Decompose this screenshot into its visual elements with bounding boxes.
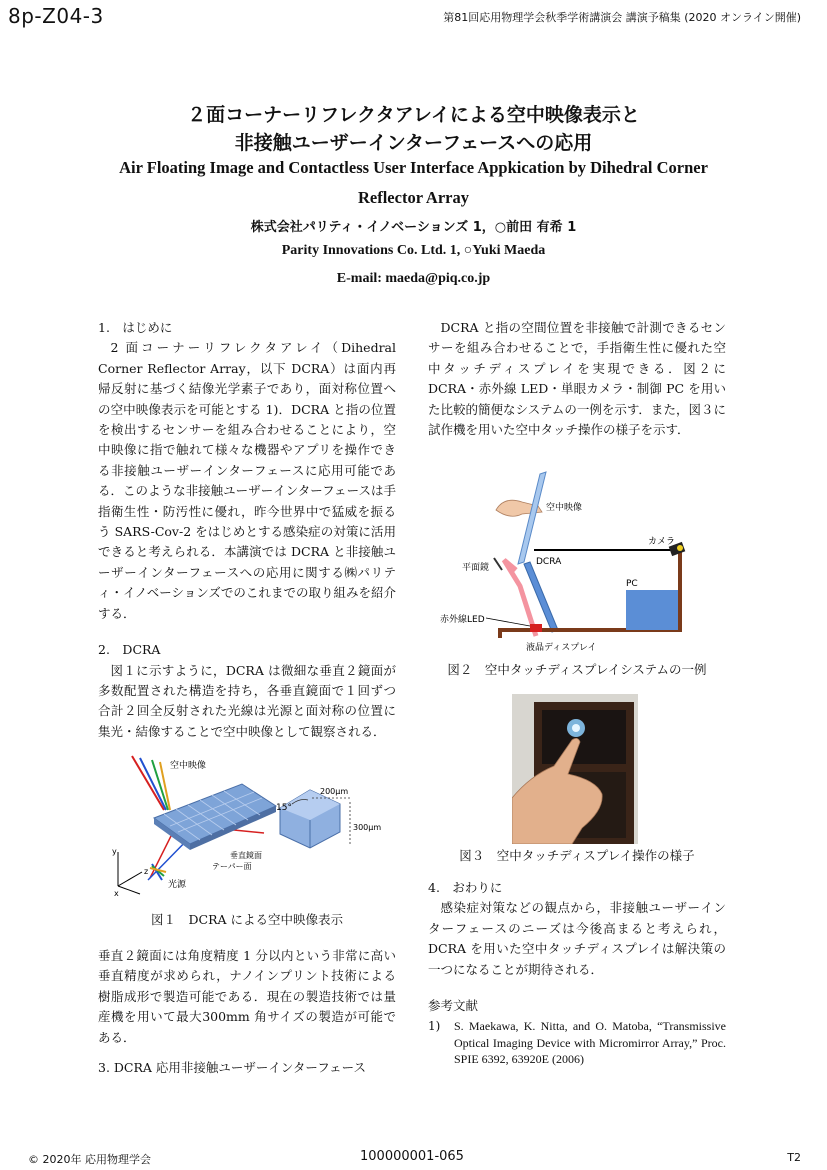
fig2-label-dcra: DCRA: [536, 557, 562, 567]
right-intro-body: DCRA と指の空間位置を非接触で計測できるセンサーを組み合わせることで，手指衛生性に優れた空中タッチディスプレイを実現できる．図２に DCRA・赤外線 LED・単眼カメラ・制御 PC を用いた比較的簡便なシステムの一例を示す．また，図３に試作機を用いた空中タッチ操作の様子を示す．: [428, 320, 726, 438]
reference-number: 1): [428, 1019, 441, 1034]
title-en-line1: Air Floating Image and Contactless User Interface Appkication by Dihedral Corner: [119, 158, 708, 177]
fig1-axis-x: [118, 886, 140, 894]
fig2-label-led: 赤外線LED: [440, 615, 485, 625]
footer-doc-id: 100000001-065: [360, 1149, 464, 1164]
title-jp-line2: 非接触ユーザーインターフェースへの応用: [234, 132, 593, 154]
references-heading: 参考文献: [428, 998, 479, 1014]
figure-2-caption: 図２ 空中タッチディスプレイシステムの一例: [447, 662, 707, 677]
fig1-label-image: 空中映像: [170, 761, 207, 771]
fig1-label-source: 光源: [168, 880, 187, 890]
fig2-led: [530, 624, 542, 632]
right-column: [428, 318, 726, 440]
fig2-label-pc: PC: [626, 579, 638, 589]
title-jp-line1: ２面コーナーリフレクタアレイによる空中映像表示と: [187, 104, 640, 126]
section-2-heading: 2. DCRA: [98, 642, 161, 658]
fig1-label-angle: 15°: [276, 803, 292, 813]
authors-en: Parity Innovations Co. Ltd. 1, ○Yuki Maeda: [281, 243, 546, 258]
fig1-label-width: 200μm: [320, 787, 349, 796]
paragraph-after-figure-1: 垂直２鏡面には角度精度 1 分以内という非常に高い垂直精度が求められ，ナノインプリント技術による樹脂成形で製造可能である．現在の製造技術では量産機を用いて最大300mm 角サイズの製造が可能である．: [98, 948, 396, 1045]
fig2-label-lcd: 液晶ディスプレイ: [526, 643, 597, 652]
section-4-body: 感染症対策などの観点から，非接触ユーザーインターフェースのニーズは今後高まると考えられ，DCRA を用いた空中タッチディスプレイは解決策の一つになることが期待される．: [428, 900, 726, 977]
left-column-lower: [98, 946, 396, 1078]
section-2-body: 図１に示すように，DCRA は微細な垂直２鏡面が多数配置された構造を持ち，各垂直鏡面で１回ずつ合計２回全反射された光線は光源と面対称の位置に集光・結像することで空中映像として観察される．: [98, 662, 396, 739]
fig3-screen: [542, 710, 626, 764]
fig1-axis-z-label: z: [144, 867, 149, 876]
figure-2-diagram: [430, 466, 700, 652]
fig1-label-mirror: 垂直鏡面: [230, 851, 262, 860]
footer-page: T2: [787, 1151, 801, 1164]
reference-text: S. Maekawa, K. Nitta, and O. Matoba, “Transmissive Optical Imaging Device with Micromirror Array,” Proc. SPIE 6392, 63920E (2006): [454, 1019, 726, 1067]
fig2-camera-lens: [677, 545, 683, 551]
title-en: [60, 153, 767, 213]
paper-code: 8p-Z04-3: [8, 4, 104, 28]
section-4-heading: 4. おわりに: [428, 880, 503, 895]
fig2-pc: [626, 590, 678, 630]
section-3-heading: 3. DCRA 応用非接触ユーザーインターフェース: [98, 1060, 367, 1076]
fig1-axis-z: [118, 872, 142, 886]
right-column-lower: [428, 878, 726, 1068]
figure-1-diagram: [104, 748, 396, 898]
email: E-mail: maeda@piq.co.jp: [336, 271, 491, 286]
figure-3-photo: [512, 694, 638, 844]
figure-3-caption: 図３ 空中タッチディスプレイ操作の様子: [459, 848, 695, 863]
conference-header: 第81回応用物理学会秋季学術講演会 講演予稿集 (2020 オンライン開催): [443, 11, 801, 24]
fig1-axis-y-label: y: [112, 847, 117, 856]
fig2-leader-line: [486, 618, 530, 626]
fig1-label-height: 300μm: [353, 823, 382, 832]
left-column: [98, 318, 396, 742]
authors-jp: 株式会社パリティ・イノベーションズ 1，○前田 有希 1: [250, 220, 577, 235]
footer-copyright: © 2020年 応用物理学会: [28, 1153, 151, 1166]
section-1-heading: 1. はじめに: [98, 320, 173, 335]
fig3-air-image-core: [572, 724, 580, 732]
fig2-label-camera: カメラ: [648, 537, 676, 547]
figure-1-caption: 図１ DCRA による空中映像表示: [151, 912, 343, 927]
fig1-label-taper: テーパー面: [212, 862, 252, 871]
section-1-body: 2 面コーナーリフレクタアレイ（Dihedral Corner Reflector Array，以下 DCRA）は面内再帰反射に基づく結像光学素子であり，面対称位置への空中映像表示を可能とする 1)．DCRA と指の位置を検出するセンサーを組み合わせることにより，空中映像に指で触れて様々な機器やアプリを操作できる非接触ユーザーインターフェースに応用可能である．このような非接触ユーザーインターフェースは手指衛生性・防汚性に優れ，昨今世界中で猛威を振るう SARS-Cov-2 をはじめとする感染症の対策に活用できると考えられる．本講演では DCRA と非接触ユーザーインターフェースへの応用に関する㈱パリティ・イノベーションズでのこれまでの取り組みを紹介する．: [98, 340, 396, 621]
fig2-label-image: 空中映像: [546, 503, 583, 513]
reference-item: [428, 1018, 726, 1068]
fig2-label-mirror: 平面鏡: [462, 563, 490, 573]
title-en-line2: Reflector Array: [357, 188, 469, 207]
fig2-plane-mirror: [494, 558, 502, 570]
fig1-axis-x-label: x: [114, 889, 119, 898]
